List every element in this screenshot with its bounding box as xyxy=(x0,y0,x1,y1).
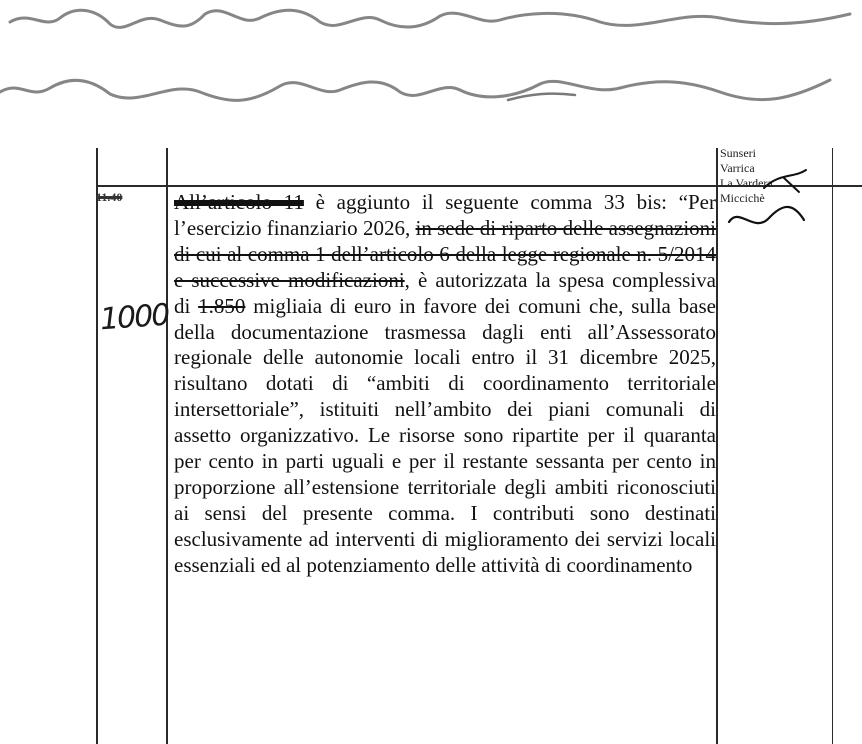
table-rule-right xyxy=(716,148,718,744)
deleted-text-segment: All’articolo 11 xyxy=(174,190,304,214)
text-segment: , è autorizzata la spesa complessiva di xyxy=(174,267,716,318)
deleted-text-segment: in sede di riparto delle assegnazioni di cui al comma 1 dell’articolo 6 della legge regionale n. 5/2014 e successive modificazioni xyxy=(174,215,716,292)
text-segment: è aggiunto il seguente comma 33 bis: “Per l’esercizio finanziario 2026, xyxy=(174,190,717,240)
text-segment: migliaia di euro in favore dei comuni che, sulla base della documentazione trasmessa dagli enti all’Assessorato regionale delle autonomie locali entro il 31 dicembre 2025, risultano dotati di “ambiti di coordinamento territoriale intersettoriale”, istituiti nell’ambito dei piani comunali di assetto organizzativo. Le risorse sono ripartite per il quaranta per cento in parti uguali e per il restante sessanta per cento in proporzione all’estensione territoriale degli ambiti riconosciuti ai sensi del presente comma. I contributi sono destinati esclusivamente ad interventi di miglioramento dei servizi locali essenziali ed al potenziamento delle attività di coordinamento xyxy=(174,293,716,577)
amendment-paragraph xyxy=(174,190,716,579)
signatory-2: Varrica xyxy=(720,161,755,175)
row-code xyxy=(96,190,164,205)
signatory-4: Miccichè xyxy=(720,191,765,205)
table-rule-outer xyxy=(832,148,833,744)
table-rule-column xyxy=(166,148,168,744)
amendment-body xyxy=(174,190,716,579)
signatory-1: Sunseri xyxy=(720,146,756,160)
row-code-text: 11.40 xyxy=(96,190,123,204)
deleted-text-segment: 1.850 xyxy=(198,293,246,318)
signatory-3: La Vardera xyxy=(720,176,773,190)
handwritten-margin-amount: 1000 xyxy=(98,297,170,338)
handwritten-signatures xyxy=(724,148,824,238)
table-rule-left xyxy=(96,148,98,744)
